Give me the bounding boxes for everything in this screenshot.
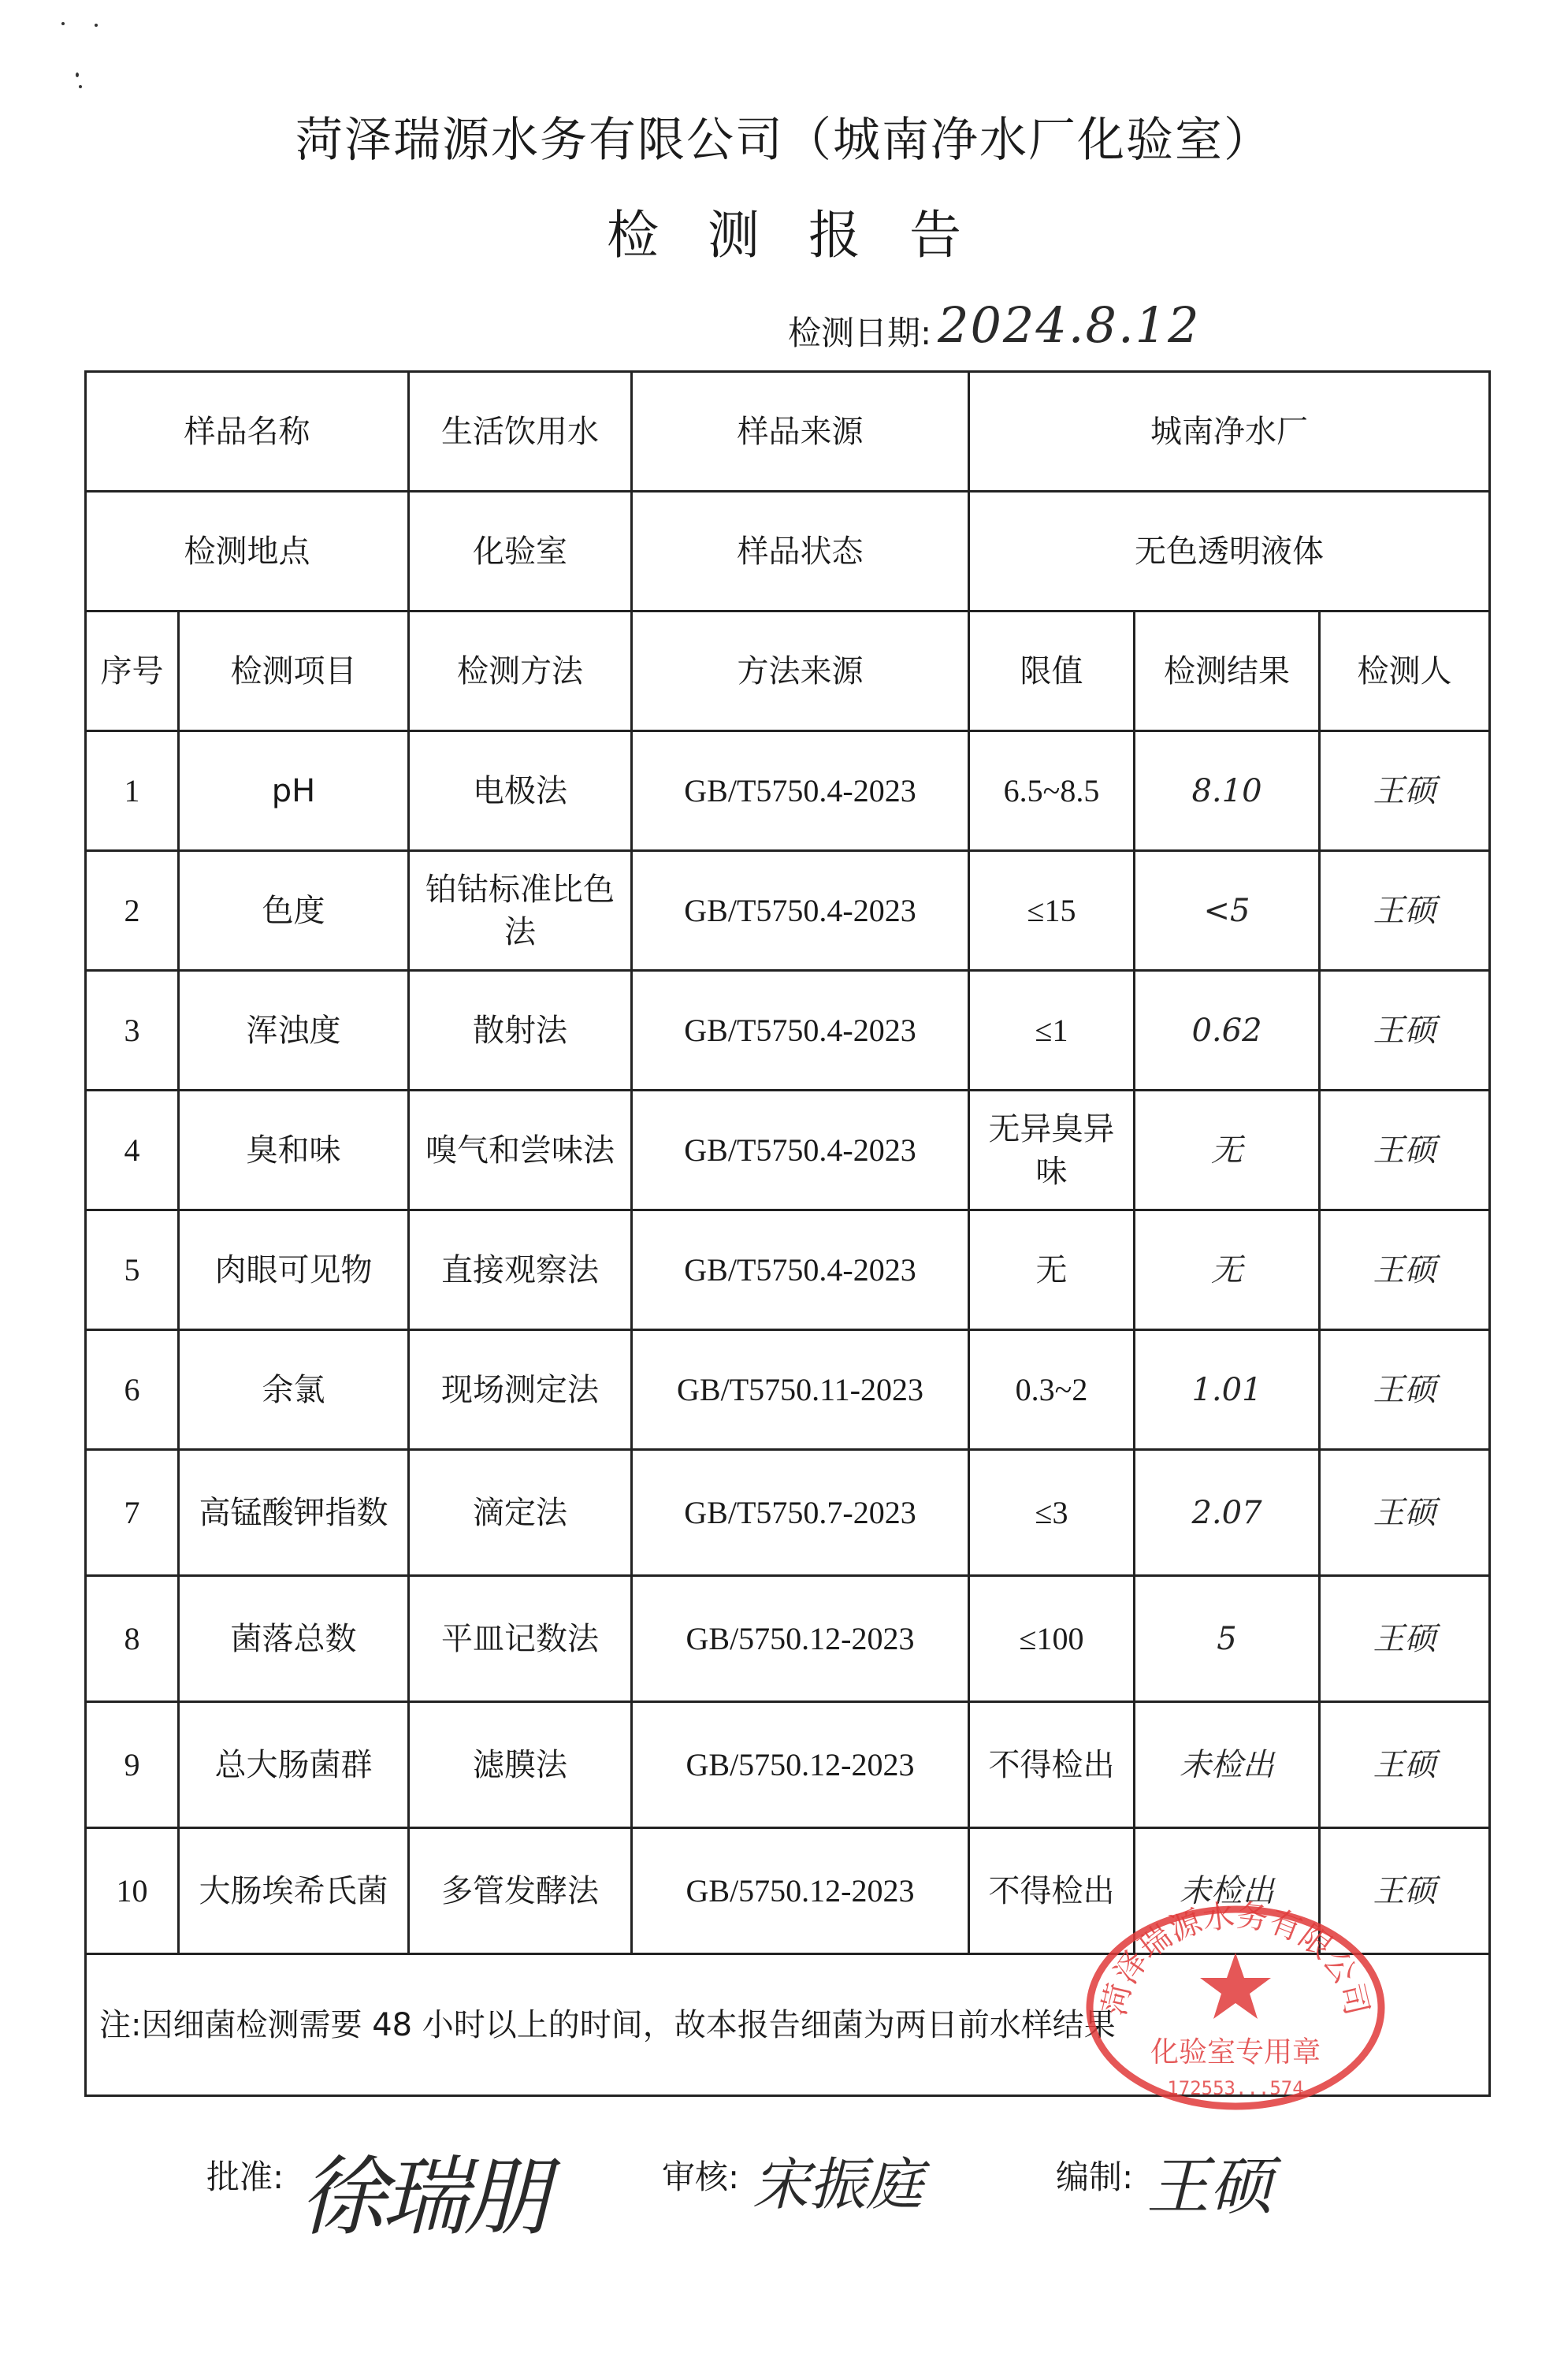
table-row — [86, 1576, 1490, 1702]
test-method: 多管发酵法 — [409, 1828, 632, 1954]
tester-signature: 王硕 — [1320, 851, 1490, 971]
scan-speck — [79, 85, 82, 88]
seal-number: 172553...574 — [1167, 2077, 1304, 2099]
signature-row — [0, 2128, 1568, 2285]
test-result: <5 — [1135, 851, 1320, 971]
limit-value: 无 — [969, 1210, 1135, 1330]
sample-name-value: 生活饮用水 — [409, 372, 632, 492]
official-seal-stamp — [1078, 1874, 1393, 2110]
report-table — [84, 370, 1491, 2097]
test-item: 高锰酸钾指数 — [179, 1450, 409, 1576]
organization-title: 菏泽瑞源水务有限公司（城南净水厂化验室） — [295, 113, 1273, 168]
approve-label: 批准: — [206, 2158, 284, 2196]
sample-name-label: 样品名称 — [86, 372, 409, 492]
table-row — [86, 731, 1490, 851]
test-location-label: 检测地点 — [86, 492, 409, 611]
test-result: 8.10 — [1135, 731, 1320, 851]
tester-signature: 王硕 — [1320, 1210, 1490, 1330]
test-method: 现场测定法 — [409, 1330, 632, 1450]
column-header: 限值 — [969, 611, 1135, 731]
method-standard: GB/T5750.4-2023 — [632, 1210, 969, 1330]
row-number: 1 — [86, 731, 179, 851]
row-number: 5 — [86, 1210, 179, 1330]
method-standard: GB/T5750.4-2023 — [632, 971, 969, 1091]
seal-subtext: 化验室专用章 — [1150, 2036, 1321, 2068]
limit-value: ≤15 — [969, 851, 1135, 971]
test-result: 1.01 — [1135, 1330, 1320, 1450]
info-row-sample — [86, 372, 1490, 492]
test-item: 色度 — [179, 851, 409, 971]
test-method: 嗅气和尝味法 — [409, 1091, 632, 1210]
test-date-row — [788, 296, 1201, 355]
row-number: 4 — [86, 1091, 179, 1210]
method-standard: GB/T5750.7-2023 — [632, 1450, 969, 1576]
review-signature: 宋振庭 — [752, 2151, 923, 2217]
sample-source-value: 城南净水厂 — [969, 372, 1490, 492]
limit-value: ≤100 — [969, 1576, 1135, 1702]
limit-value: 0.3~2 — [969, 1330, 1135, 1450]
approve-signature: 徐瑞朋 — [299, 2147, 545, 2247]
test-item: 浑浊度 — [179, 971, 409, 1091]
tester-signature: 王硕 — [1320, 1828, 1490, 1954]
tester-signature: 王硕 — [1320, 1450, 1490, 1576]
test-date-label: 检测日期: — [788, 314, 932, 352]
limit-value: ≤3 — [969, 1450, 1135, 1576]
scan-speck — [76, 72, 79, 77]
column-header: 检测项目 — [179, 611, 409, 731]
column-header: 方法来源 — [632, 611, 969, 731]
test-item: 余氯 — [179, 1330, 409, 1450]
method-standard: GB/5750.12-2023 — [632, 1576, 969, 1702]
scan-speck — [61, 22, 65, 25]
method-standard: GB/T5750.11-2023 — [632, 1330, 969, 1450]
row-number: 9 — [86, 1702, 179, 1828]
method-standard: GB/T5750.4-2023 — [632, 1091, 969, 1210]
test-item: 总大肠菌群 — [179, 1702, 409, 1828]
test-item: 大肠埃希氏菌 — [179, 1828, 409, 1954]
test-method: 滴定法 — [409, 1450, 632, 1576]
sample-state-value: 无色透明液体 — [969, 492, 1490, 611]
test-method: 直接观察法 — [409, 1210, 632, 1330]
row-number: 10 — [86, 1828, 179, 1954]
row-number: 8 — [86, 1576, 179, 1702]
test-result: 2.07 — [1135, 1450, 1320, 1576]
table-row — [86, 1330, 1490, 1450]
tester-signature: 王硕 — [1320, 971, 1490, 1091]
table-row — [86, 1210, 1490, 1330]
compile-signature: 王硕 — [1146, 2150, 1273, 2223]
method-standard: GB/T5750.4-2023 — [632, 851, 969, 971]
test-item: 肉眼可见物 — [179, 1210, 409, 1330]
test-item: 臭和味 — [179, 1091, 409, 1210]
limit-value: 6.5~8.5 — [969, 731, 1135, 851]
tester-signature: 王硕 — [1320, 1576, 1490, 1702]
tester-signature: 王硕 — [1320, 731, 1490, 851]
limit-value: ≤1 — [969, 971, 1135, 1091]
seal-text: 菏泽瑞源水务有限公司 — [1096, 1898, 1375, 2020]
method-standard: GB/5750.12-2023 — [632, 1828, 969, 1954]
test-method: 滤膜法 — [409, 1702, 632, 1828]
column-header: 序号 — [86, 611, 179, 731]
test-result: 未检出 — [1135, 1702, 1320, 1828]
report-title: 检测报告 — [607, 205, 1010, 266]
sample-state-label: 样品状态 — [632, 492, 969, 611]
table-row — [86, 971, 1490, 1091]
test-location-value: 化验室 — [409, 492, 632, 611]
row-number: 6 — [86, 1330, 179, 1450]
scan-speck — [95, 24, 98, 27]
test-method: 电极法 — [409, 731, 632, 851]
row-number: 2 — [86, 851, 179, 971]
test-result: 5 — [1135, 1576, 1320, 1702]
test-item: 菌落总数 — [179, 1576, 409, 1702]
limit-value: 无异臭异味 — [969, 1091, 1135, 1210]
table-header-row — [86, 611, 1490, 731]
column-header: 检测结果 — [1135, 611, 1320, 731]
limit-value: 不得检出 — [969, 1828, 1135, 1954]
compile-label: 编制: — [1056, 2158, 1134, 2196]
test-method: 散射法 — [409, 971, 632, 1091]
report-note: 注:因细菌检测需要 48 小时以上的时间，故本报告细菌为两日前水样结果 — [86, 1954, 1490, 2096]
table-row — [86, 1702, 1490, 1828]
info-row-location — [86, 492, 1490, 611]
review-label: 审核: — [662, 2158, 740, 2196]
column-header: 检测方法 — [409, 611, 632, 731]
method-standard: GB/5750.12-2023 — [632, 1702, 969, 1828]
test-result: 无 — [1135, 1091, 1320, 1210]
table-row — [86, 1450, 1490, 1576]
tester-signature: 王硕 — [1320, 1330, 1490, 1450]
tester-signature: 王硕 — [1320, 1091, 1490, 1210]
table-row — [86, 1091, 1490, 1210]
test-method: 平皿记数法 — [409, 1576, 632, 1702]
row-number: 3 — [86, 971, 179, 1091]
test-method: 铂钴标准比色法 — [409, 851, 632, 971]
row-number: 7 — [86, 1450, 179, 1576]
tester-signature: 王硕 — [1320, 1702, 1490, 1828]
limit-value: 不得检出 — [969, 1702, 1135, 1828]
column-header: 检测人 — [1320, 611, 1490, 731]
method-standard: GB/T5750.4-2023 — [632, 731, 969, 851]
test-date-value: 2024.8.12 — [938, 296, 1201, 354]
sample-source-label: 样品来源 — [632, 372, 969, 492]
test-item: pH — [179, 731, 409, 851]
test-result: 0.62 — [1135, 971, 1320, 1091]
table-row — [86, 851, 1490, 971]
test-result: 无 — [1135, 1210, 1320, 1330]
test-result: 未检出 — [1135, 1828, 1320, 1954]
